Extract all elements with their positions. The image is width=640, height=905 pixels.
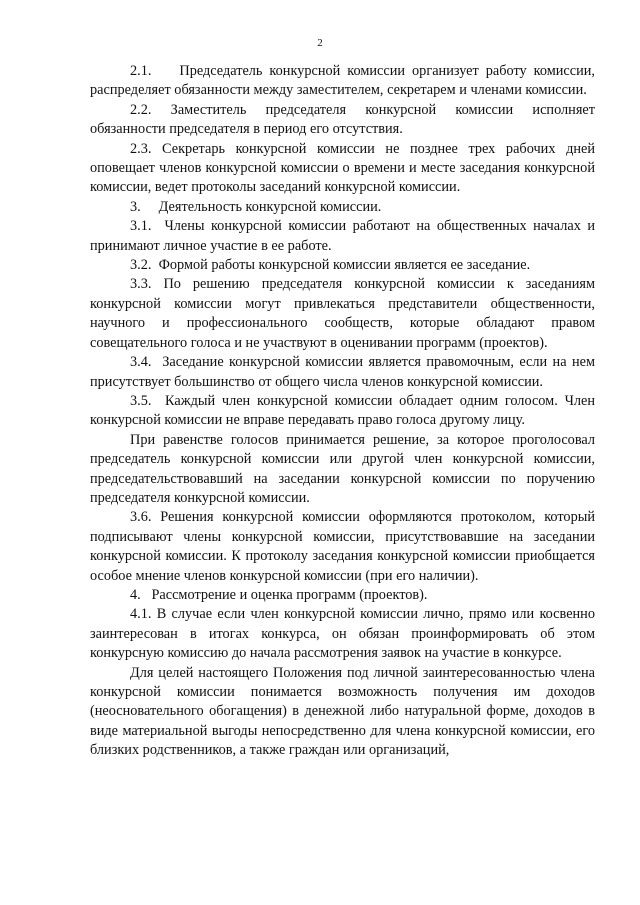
paragraph-4-1: 4.1. В случае если член конкурсной комиссии лично, прямо или косвенно заинтересован в итогах конкурса, он обязан проинформировать об этом конкурсную комиссию до начала рассмотрения заявок на участие в конкурсе. [90,606,595,662]
paragraph-3-5-tie-vote: При равенстве голосов принимается решение, за которое проголосовал председатель конкурсной комиссии или другой член конкурсной комиссии, председательствовавший на заседании конкурсной комиссии по поручению председателя конкурсной комиссии. [90,431,595,506]
document-body [90,62,595,761]
paragraph-3-3: 3.3. По решению председателя конкурсной комиссии к заседаниям конкурсной комиссии могут привлекаться представители общественности, научного и профессионального сообществ, которые обладают правом совещательного голоса и не участвуют в оценивании программ (проектов). [90,276,595,351]
paragraph-3-1: 3.1. Члены конкурсной комиссии работают на общественных началах и принимают личное участие в ее работе. [90,218,595,254]
paragraph-3-4: 3.4. Заседание конкурсной комиссии является правомочным, если на нем присутствует большинство от общего числа членов конкурсной комиссии. [90,354,595,390]
section-3-heading: 3. Деятельность конкурсной комиссии. [130,198,382,215]
paragraph-4-1-definition: Для целей настоящего Положения под личной заинтересованностью члена конкурсной комиссии понимается возможность получения им доходов (неосновательного обогащения) в денежной либо натуральной форме, доходов в виде материальной выгоды непосредственно для члена конкурсной комиссии, его близких родственников, а также граждан или организаций, [90,664,595,759]
section-4-heading: 4. Рассмотрение и оценка программ (проектов). [130,586,428,603]
paragraph-3-2: 3.2. Формой работы конкурсной комиссии является ее заседание. [130,257,531,274]
page-number: 2 [317,37,323,49]
paragraph-3-5: 3.5. Каждый член конкурсной комиссии обладает одним голосом. Член конкурсной комиссии не вправе передавать право голоса другому лицу. [90,392,595,429]
paragraph-3-6: 3.6. Решения конкурсной комиссии оформляются протоколом, который подписывают члены конкурсной комиссии, присутствовавшие на заседании конкурсной комиссии. К протоколу заседания конкурсной комиссии приобщается особое мнение членов конкурсной комиссии (при его наличии). [90,509,595,584]
paragraph-2-2: 2.2. Заместитель председателя конкурсной комиссии исполняет обязанности председателя в период его отсутствия. [90,101,595,138]
paragraph-2-1: 2.1. Председатель конкурсной комиссии организует работу комиссии, распределяет обязанности между заместителем, секретарем и членами комиссии. [90,63,595,99]
paragraph-2-3: 2.3. Секретарь конкурсной комиссии не позднее трех рабочих дней оповещает членов конкурсной комиссии о времени и месте заседания конкурсной комиссии, ведет протоколы заседаний конкурсной комиссии. [90,140,595,196]
